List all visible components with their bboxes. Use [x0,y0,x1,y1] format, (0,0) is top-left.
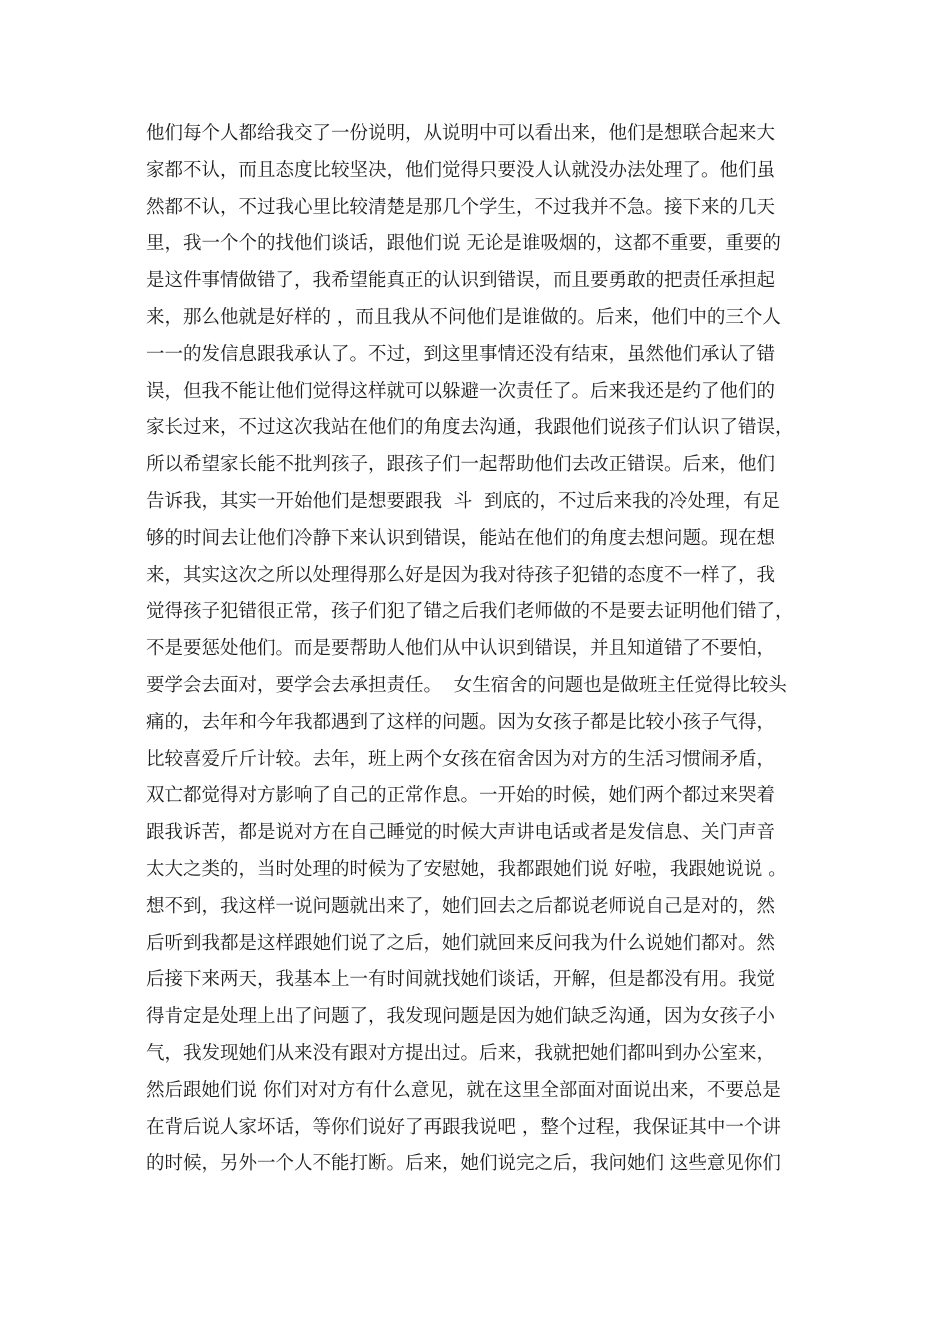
text-line: 告诉我，其实一开始他们是想要跟我 斗 到底的，不过后来我的冷处理，有足 [146,490,781,512]
text-line: 里，我一个个的找他们谈话，跟他们说 无论是谁吸烟的，这都不重要，重要的 [146,233,781,255]
text-line: 得肯定是处理上出了问题了，我发现问题是因为她们缺乏沟通，因为女孩子小 [146,1006,776,1028]
text-line: 后听到我都是这样跟她们说了之后，她们就回来反问我为什么说她们都对。然 [146,932,776,954]
text-line: 家都不认，而且态度比较坚决，他们觉得只要没人认就没办法处理了。他们虽 [146,159,776,181]
text-line: 家长过来，不过这次我站在他们的角度去沟通，我跟他们说孩子们认识了错误， [146,417,794,439]
text-line: 痛的，去年和今年我都遇到了这样的问题。因为女孩子都是比较小孩子气得， [146,711,776,733]
text-line: 后接下来两天，我基本上一有时间就找她们谈话，开解，但是都没有用。我觉 [146,969,776,991]
text-line: 来，其实这次之所以处理得那么好是因为我对待孩子犯错的态度不一样了，我 [146,564,776,586]
text-line: 够的时间去让他们冷静下来认识到错误，能站在他们的角度去想问题。现在想 [146,527,776,549]
text-line: 太大之类的，当时处理的时候为了安慰她，我都跟她们说 好啦，我跟她说说 。 [146,858,787,880]
text-line: 所以希望家长能不批判孩子，跟孩子们一起帮助他们去改正错误。后来，他们 [146,454,776,476]
text-line: 要学会去面对，要学会去承担责任。 女生宿舍的问题也是做班主任觉得比较头 [146,674,787,696]
text-line: 不是要惩处他们。而是要帮助人他们从中认识到错误，并且知道错了不要怕， [146,638,776,660]
text-line: 然都不认，不过我心里比较清楚是那几个学生，不过我并不急。接下来的几天 [146,196,776,218]
text-line: 是这件事情做错了，我希望能真正的认识到错误，而且要勇敢的把责任承担起 [146,270,776,292]
text-line: 双亡都觉得对方影响了自己的正常作息。一开始的时候，她们两个都过来哭着 [146,785,776,807]
body-text [146,116,812,1183]
text-line: 在背后说人家坏话，等你们说好了再跟我说吧 ，整个过程，我保证其中一个讲 [146,1116,781,1138]
text-line: 觉得孩子犯错很正常，孩子们犯了错之后我们老师做的不是要去证明他们错了， [146,601,794,623]
text-line: 一一的发信息跟我承认了。不过，到这里事情还没有结束，虽然他们承认了错 [146,343,776,365]
text-line: 跟我诉苦，都是说对方在自己睡觉的时候大声讲电话或者是发信息、关门声音 [146,822,776,844]
text-line: 的时候，另外一个人不能打断。后来，她们说完之后，我问她们 这些意见你们 [146,1153,781,1175]
text-line: 来，那么他就是好样的 ，而且我从不问他们是谁做的。后来，他们中的三个人 [146,306,781,328]
text-line: 他们每个人都给我交了一份说明，从说明中可以看出来，他们是想联合起来大 [146,123,776,144]
text-line: 然后跟她们说 你们对对方有什么意见，就在这里全部面对面说出来，不要总是 [146,1079,781,1101]
text-line: 想不到，我这样一说问题就出来了，她们回去之后都说老师说自己是对的，然 [146,895,776,917]
text-line: 比较喜爱斤斤计较。去年，班上两个女孩在宿舍因为对方的生活习惯闹矛盾， [146,748,776,770]
text-line: 气，我发现她们从来没有跟对方提出过。后来，我就把她们都叫到办公室来， [146,1042,776,1064]
text-line: 误，但我不能让他们觉得这样就可以躲避一次责任了。后来我还是约了他们的 [146,380,776,402]
